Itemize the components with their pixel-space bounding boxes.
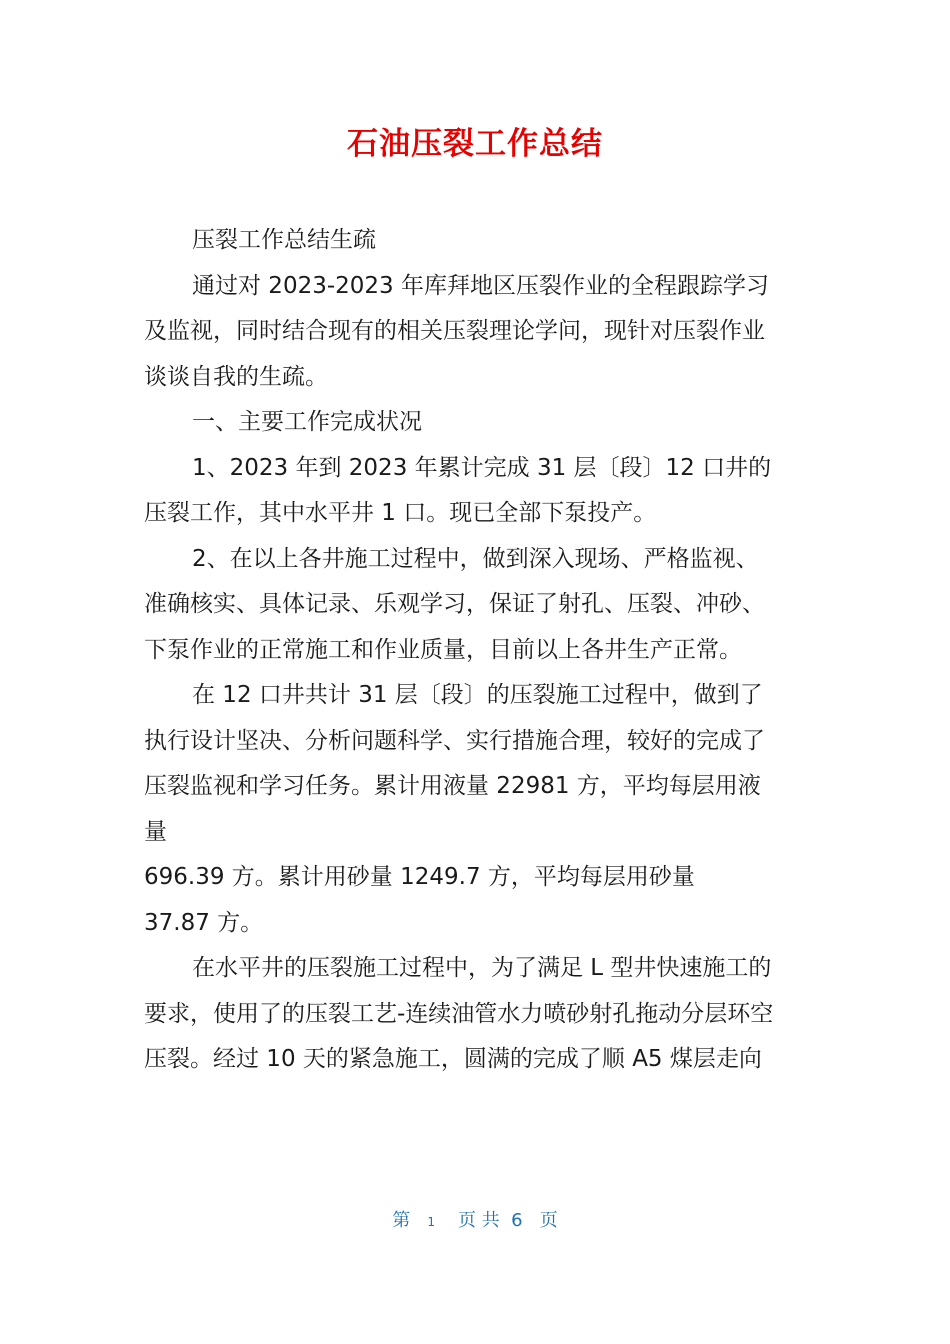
body-line: 量 <box>144 818 167 845</box>
body-line: 准确核实、具体记录、乐观学习，保证了射孔、压裂、冲砂、 <box>144 591 765 617</box>
body-line: 一、主要工作完成状况 <box>192 409 422 435</box>
document-body <box>144 218 806 1083</box>
body-line: 37.87 方。 <box>144 909 264 936</box>
body-line: 压裂监视和学习任务。累计用液量 22981 方，平均每层用液 <box>144 773 761 799</box>
body-line: 谈谈自我的生疏。 <box>144 363 328 390</box>
footer-total-pages: 6 <box>511 1210 523 1231</box>
body-line: 及监视，同时结合现有的相关压裂理论学问，现针对压裂作业 <box>144 318 765 344</box>
body-line: 696.39 方。累计用砂量 1249.7 方，平均每层用砂量 <box>144 864 695 890</box>
footer-page-number: 1 <box>427 1215 436 1229</box>
body-line: 压裂。经过 10 天的紧急施工，圆满的完成了顺 A5 煤层走向 <box>144 1046 762 1072</box>
footer-suffix: 页 <box>539 1210 558 1231</box>
body-line: 要求，使用了的压裂工艺-连续油管水力喷砂射孔拖动分层环空 <box>144 1000 774 1027</box>
document-title: 石油压裂工作总结 <box>347 126 603 162</box>
body-line: 在 12 口井共计 31 层〔段〕的压裂施工过程中，做到了 <box>192 682 763 708</box>
body-line: 执行设计坚决、分析问题科学、实行措施合理，较好的完成了 <box>144 727 765 754</box>
body-line: 压裂工作，其中水平井 1 口。现已全部下泵投产。 <box>144 500 657 526</box>
body-line: 压裂工作总结生疏 <box>192 227 376 253</box>
body-line: 1、2023 年到 2023 年累计完成 31 层〔段〕12 口井的 <box>192 454 772 481</box>
footer-middle: 页 共 <box>457 1210 500 1231</box>
page-footer <box>0 1206 950 1232</box>
body-line: 2、在以上各井施工过程中，做到深入现场、严格监视、 <box>192 545 759 572</box>
body-line: 在水平井的压裂施工过程中，为了满足 L 型井快速施工的 <box>192 955 772 981</box>
body-line: 通过对 2023-2023 年库拜地区压裂作业的全程跟踪学习 <box>192 272 769 299</box>
body-line: 下泵作业的正常施工和作业质量，目前以上各井生产正常。 <box>144 636 742 663</box>
footer-prefix: 第 <box>392 1210 411 1231</box>
